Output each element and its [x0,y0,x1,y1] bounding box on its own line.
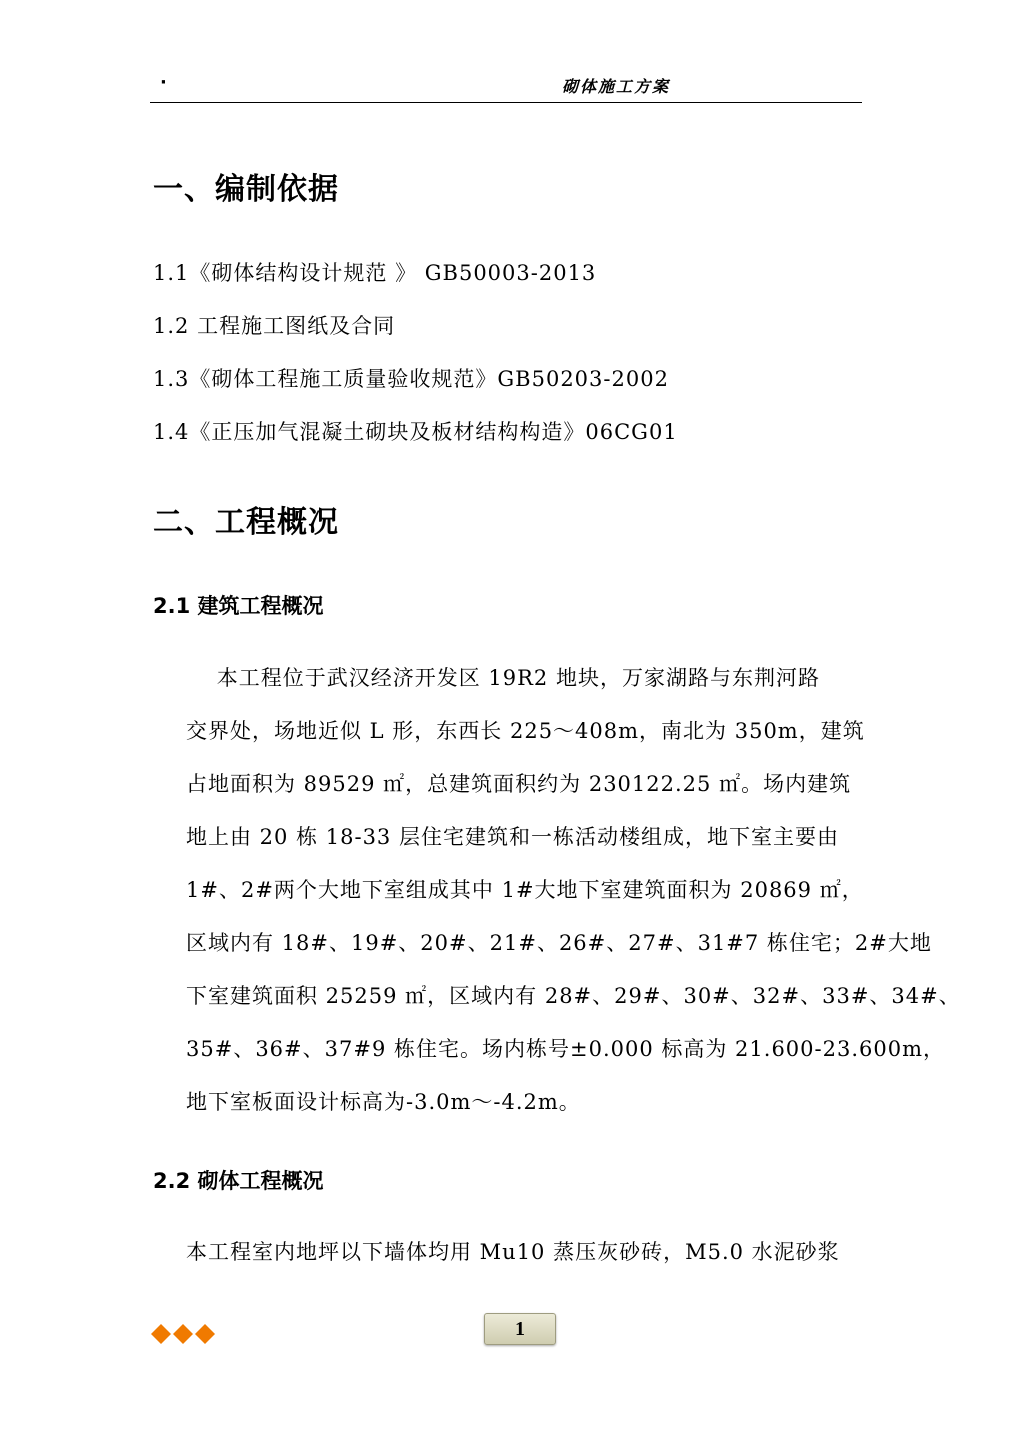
paragraph-line: 1#、2#两个大地下室组成其中 1#大地下室建筑面积为 20869 ㎡， [186,878,864,902]
paragraph-line: 本工程室内地坪以下墙体均用 Mu10 蒸压灰砂砖，M5.0 水泥砂浆 [186,1240,840,1264]
paragraph-line: 占地面积为 89529 ㎡，总建筑面积约为 230122.25 ㎡。场内建筑 [186,772,852,796]
reference-item: 1.4《正压加气混凝土砌块及板材结构构造》06CG01 [153,420,678,444]
subsection-2-2-title: 2.2 砌体工程概况 [153,1169,324,1193]
paragraph-building-overview [186,652,961,1129]
reference-item: 1.3《砌体工程施工质量验收规范》GB50203-2002 [153,367,669,391]
footer-diamond-ornament-icon [150,1320,216,1348]
reference-item: 1.1《砌体结构设计规范 》 GB50003-2013 [153,261,597,285]
paragraph-line: 35#、36#、37#9 栋住宅。场内栋号±0.000 标高为 21.600-23.600m， [186,1037,946,1061]
paragraph-line: 下室建筑面积 25259 ㎡，区域内有 28#、29#、30#、32#、33#、34#、 [186,984,961,1008]
section-1-title: 一、编制依据 [153,172,339,207]
paragraph-line: 地上由 20 栋 18-33 层住宅建筑和一栋活动楼组成，地下室主要由 [186,825,839,849]
page-number-badge [484,1313,556,1345]
subsection-2-1-title: 2.1 建筑工程概况 [153,594,324,618]
page-number: 1 [515,1318,525,1340]
reference-item: 1.2 工程施工图纸及合同 [153,314,396,338]
paragraph-line: 交界处，场地近似 L 形，东西长 225～408m，南北为 350m，建筑 [186,719,865,743]
header-rule [150,102,862,103]
section-2-title: 二、工程概况 [153,505,339,540]
paragraph-line: 本工程位于武汉经济开发区 19R2 地块，万家湖路与东荆河路 [186,666,820,690]
paragraph-masonry-overview [186,1226,866,1279]
paragraph-line: 区域内有 18#、19#、20#、21#、26#、27#、31#7 栋住宅；2#大地 [186,931,932,955]
header-dot: · [160,72,167,93]
header-title: 砌体施工方案 [562,77,671,96]
paragraph-line: 地下室板面设计标高为-3.0m～-4.2m。 [186,1090,581,1114]
